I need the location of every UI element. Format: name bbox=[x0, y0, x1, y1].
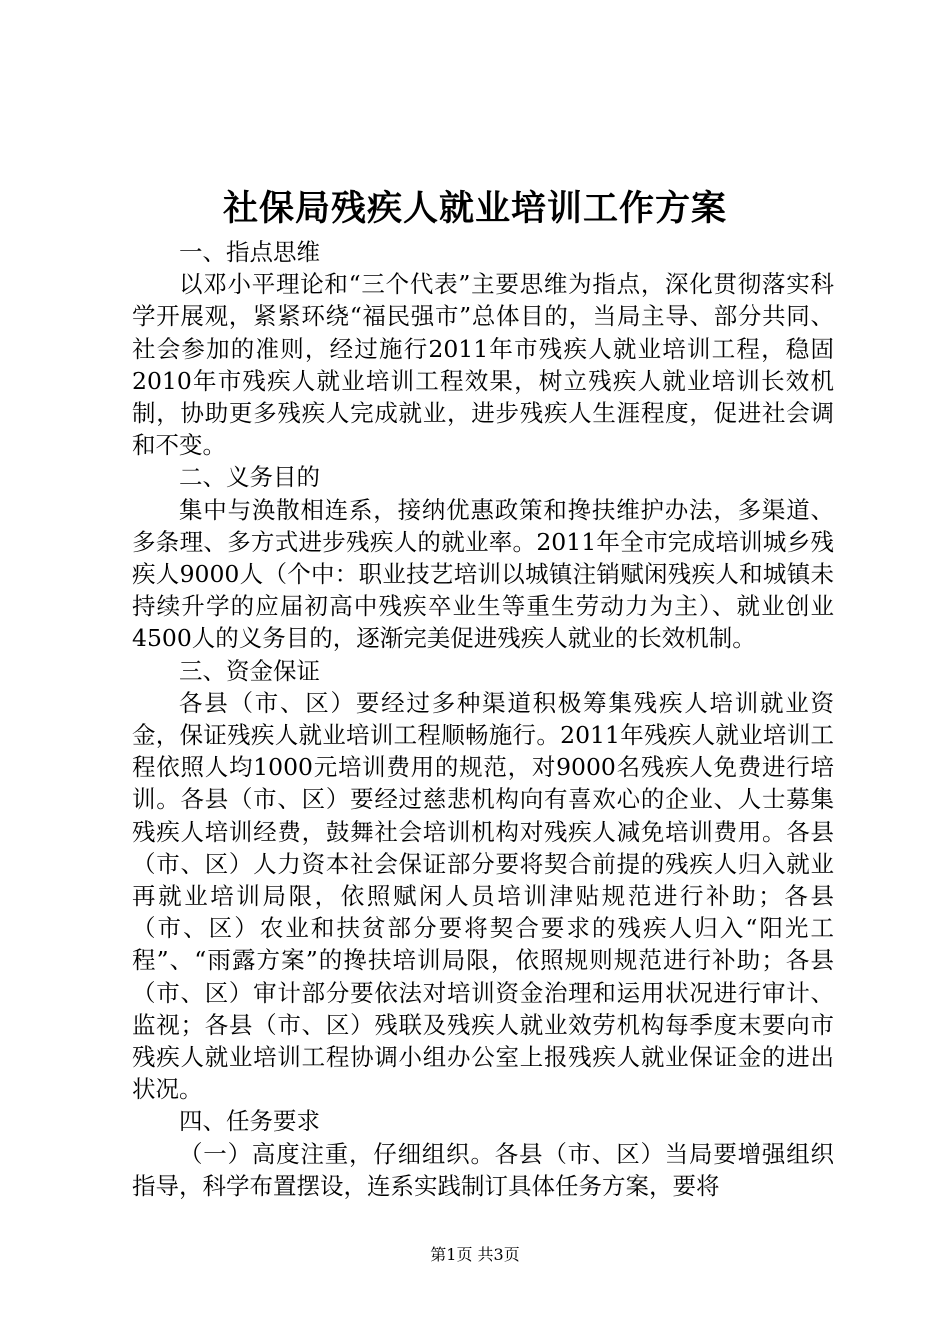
section-heading: 四、任务要求 bbox=[179, 1107, 320, 1136]
paragraph: 各县（市、区）要经过多种渠道积极筹集残疾人培训就业资金，保证残疾人就业培训工程顺畅施行。2011年残疾人就业培训工程依照人均1000元培训费用的规范，对9000名残疾人免费进行培训。各县（市、区）要经过慈悲机构向有喜欢心的企业、人士募集残疾人培训经费，鼓舞社会培训机构对残疾人减免培训费用。各县（市、区）人力资本社会保证部分要将契合前提的残疾人归入就业再就业培训局限，依照赋闲人员培训津贴规范进行补助；各县（市、区）农业和扶贫部分要将契合要求的残疾人归入“阳光工程”、“雨露方案”的搀扶培训局限，依照规则规范进行补助；各县（市、区）审计部分要依法对培训资金治理和运用状况进行审计、监视；各县（市、区）残联及残疾人就业效劳机构每季度末要向市残疾人就业培训工程协调小组办公室上报残疾人就业保证金的进出状况。 bbox=[132, 688, 834, 1104]
paragraph: （一）高度注重，仔细组织。各县（市、区）当局要增强组织指导，科学布置摆设，连系实践制订具体任务方案，要将 bbox=[132, 1139, 834, 1200]
section-heading: 三、资金保证 bbox=[179, 656, 320, 685]
paragraph: 集中与涣散相连系，接纳优惠政策和搀扶维护办法，多渠道、多条理、多方式进步残疾人的就业率。2011年全市完成培训城乡残疾人9000人（个中：职业技艺培训以城镇注销赋闲残疾人和城镇未持续升学的应届初高中残疾卒业生等重生劳动力为主）、就业创业4500人的义务目的，逐渐完美促进残疾人就业的长效机制。 bbox=[132, 495, 834, 653]
section-heading: 一、指点思维 bbox=[179, 238, 320, 266]
document-body bbox=[132, 236, 834, 1202]
document-title: 社保局残疾人就业培训工作方案 bbox=[222, 188, 727, 229]
section-heading: 二、义务目的 bbox=[179, 463, 320, 492]
paragraph: 以邓小平理论和“三个代表”主要思维为指点，深化贯彻落实科学开展观，紧紧环绕“福民强市”总体目的，当局主导、部分共同、社会参加的准则，经过施行2011年市残疾人就业培训工程，稳固2010年市残疾人就业培训工程效果，树立残疾人就业培训长效机制，协助更多残疾人完成就业，进步残疾人生涯程度，促进社会调和不变。 bbox=[132, 270, 834, 460]
page-footer: 第1页 共3页 bbox=[430, 1245, 520, 1264]
